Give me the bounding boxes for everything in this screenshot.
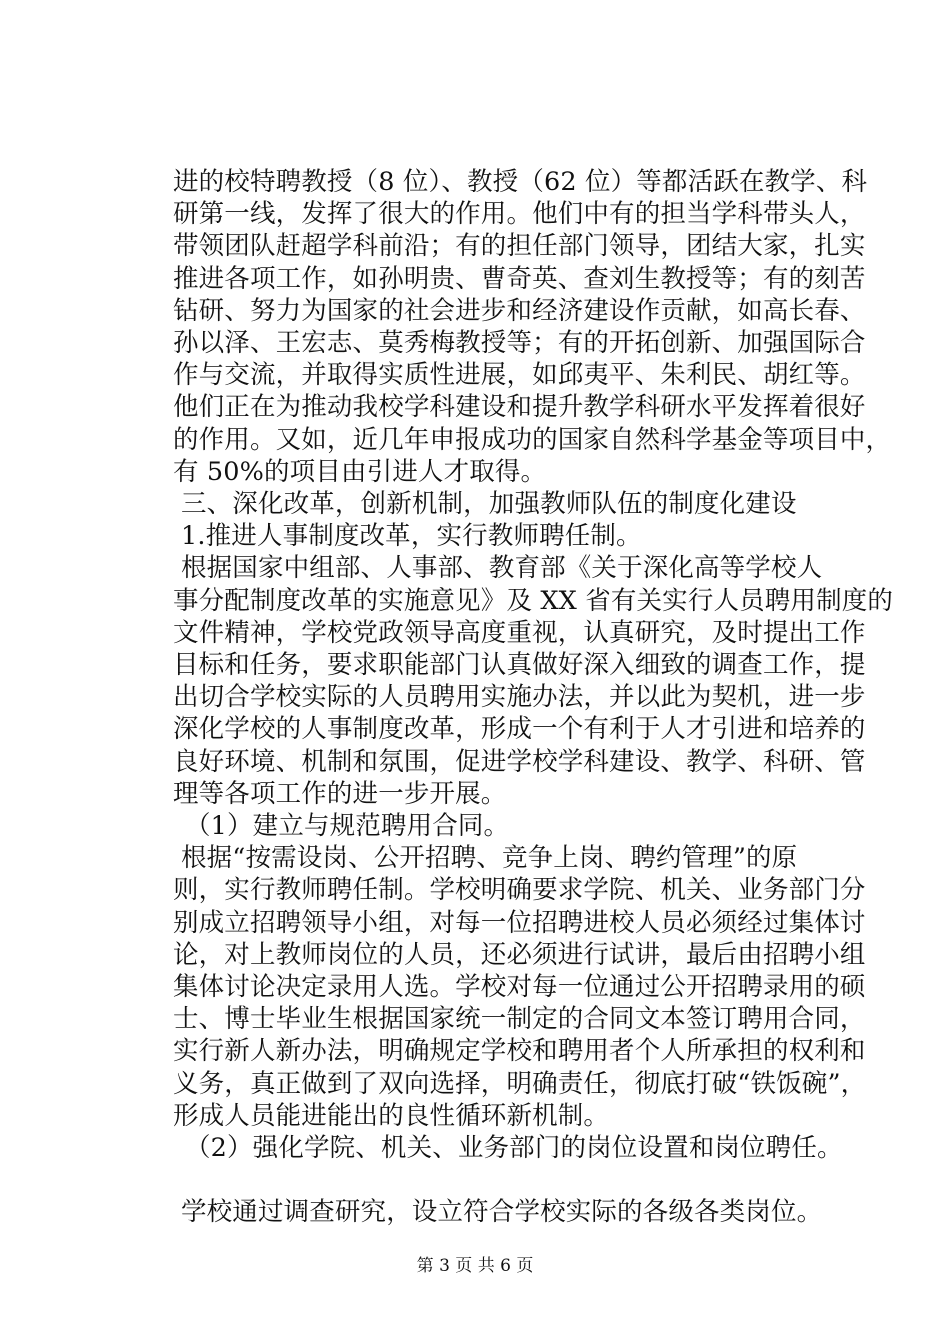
text-line: 推进各项工作，如孙明贵、曹奇英、查刘生教授等；有的刻苦 [173, 263, 866, 294]
page-number-footer: 第 3 页 共 6 页 [416, 1256, 534, 1276]
item-heading: （2）强化学院、机关、业务部门的岗位设置和岗位聘任。 [185, 1133, 843, 1164]
text-line: 研第一线，发挥了很大的作用。他们中有的担当学科带头人， [173, 199, 866, 230]
text-line: 别成立招聘领导小组，对每一位招聘进校人员必须经过集体讨 [173, 907, 866, 938]
text-line: 作与交流，并取得实质性进展，如邱夷平、朱利民、胡红等。 [173, 360, 866, 391]
item-heading: （1）建立与规范聘用合同。 [185, 811, 510, 842]
text-line: 则，实行教师聘任制。学校明确要求学院、机关、业务部门分 [173, 875, 866, 906]
text-line: 理等各项工作的进一步开展。 [173, 778, 507, 809]
document-body [173, 166, 894, 1229]
paragraph-gap [173, 1164, 849, 1196]
paragraph-start-line: 学校通过调查研究，设立符合学校实际的各级各类岗位。 [181, 1197, 823, 1228]
text-line: 带领团队赶超学科前沿；有的担任部门领导，团结大家，扎实 [173, 231, 866, 262]
text-line: 目标和任务，要求职能部门认真做好深入细致的调查工作，提 [173, 650, 866, 681]
text-line: 出切合学校实际的人员聘用实施办法，并以此为契机，进一步 [173, 682, 866, 713]
text-line: 有 50%的项目由引进人才取得。 [173, 456, 547, 487]
text-line: 钻研、努力为国家的社会进步和经济建设作贡献，如高长春、 [173, 295, 866, 326]
text-line: 良好环境、机制和氛围，促进学校学科建设、教学、科研、管 [173, 746, 866, 777]
text-line: 论，对上教师岗位的人员，还必须进行试讲，最后由招聘小组 [173, 939, 866, 970]
text-line: 的作用。又如，近几年申报成功的国家自然科学基金等项目中， [173, 424, 892, 455]
text-line: 事分配制度改革的实施意见》及 XX 省有关实行人员聘用制度的 [173, 585, 894, 616]
text-line: 文件精神，学校党政领导高度重视，认真研究，及时提出工作 [173, 617, 866, 648]
text-line: 集体讨论决定录用人选。学校对每一位通过公开招聘录用的硕 [173, 972, 866, 1003]
text-line: 深化学校的人事制度改革，形成一个有利于人才引进和培养的 [173, 714, 866, 745]
text-line: 形成人员能进能出的良性循环新机制。 [173, 1100, 610, 1131]
paragraph-start-line: 根据国家中组部、人事部、教育部《关于深化高等学校人 [181, 553, 823, 584]
text-line: 实行新人新办法，明确规定学校和聘用者个人所承担的权利和 [173, 1036, 866, 1067]
text-line: 孙以泽、王宏志、莫秀梅教授等；有的开拓创新、加强国际合 [173, 328, 866, 359]
paragraph-start-line: 根据“按需设岗、公开招聘、竞争上岗、聘约管理”的原 [181, 843, 798, 874]
text-line: 士、博士毕业生根据国家统一制定的合同文本签订聘用合同， [173, 1004, 866, 1035]
text-line: 义务，真正做到了双向选择，明确责任，彻底打破“铁饭碗”， [173, 1068, 867, 1099]
section-heading: 三、深化改革，创新机制，加强教师队伍的制度化建设 [181, 489, 797, 520]
text-line: 进的校特聘教授（8 位）、教授（62 位）等都活跃在教学、科 [173, 167, 868, 197]
subsection-heading: 1.推进人事制度改革，实行教师聘任制。 [181, 521, 642, 552]
text-line: 他们正在为推动我校学科建设和提升教学科研水平发挥着很好 [173, 392, 866, 423]
